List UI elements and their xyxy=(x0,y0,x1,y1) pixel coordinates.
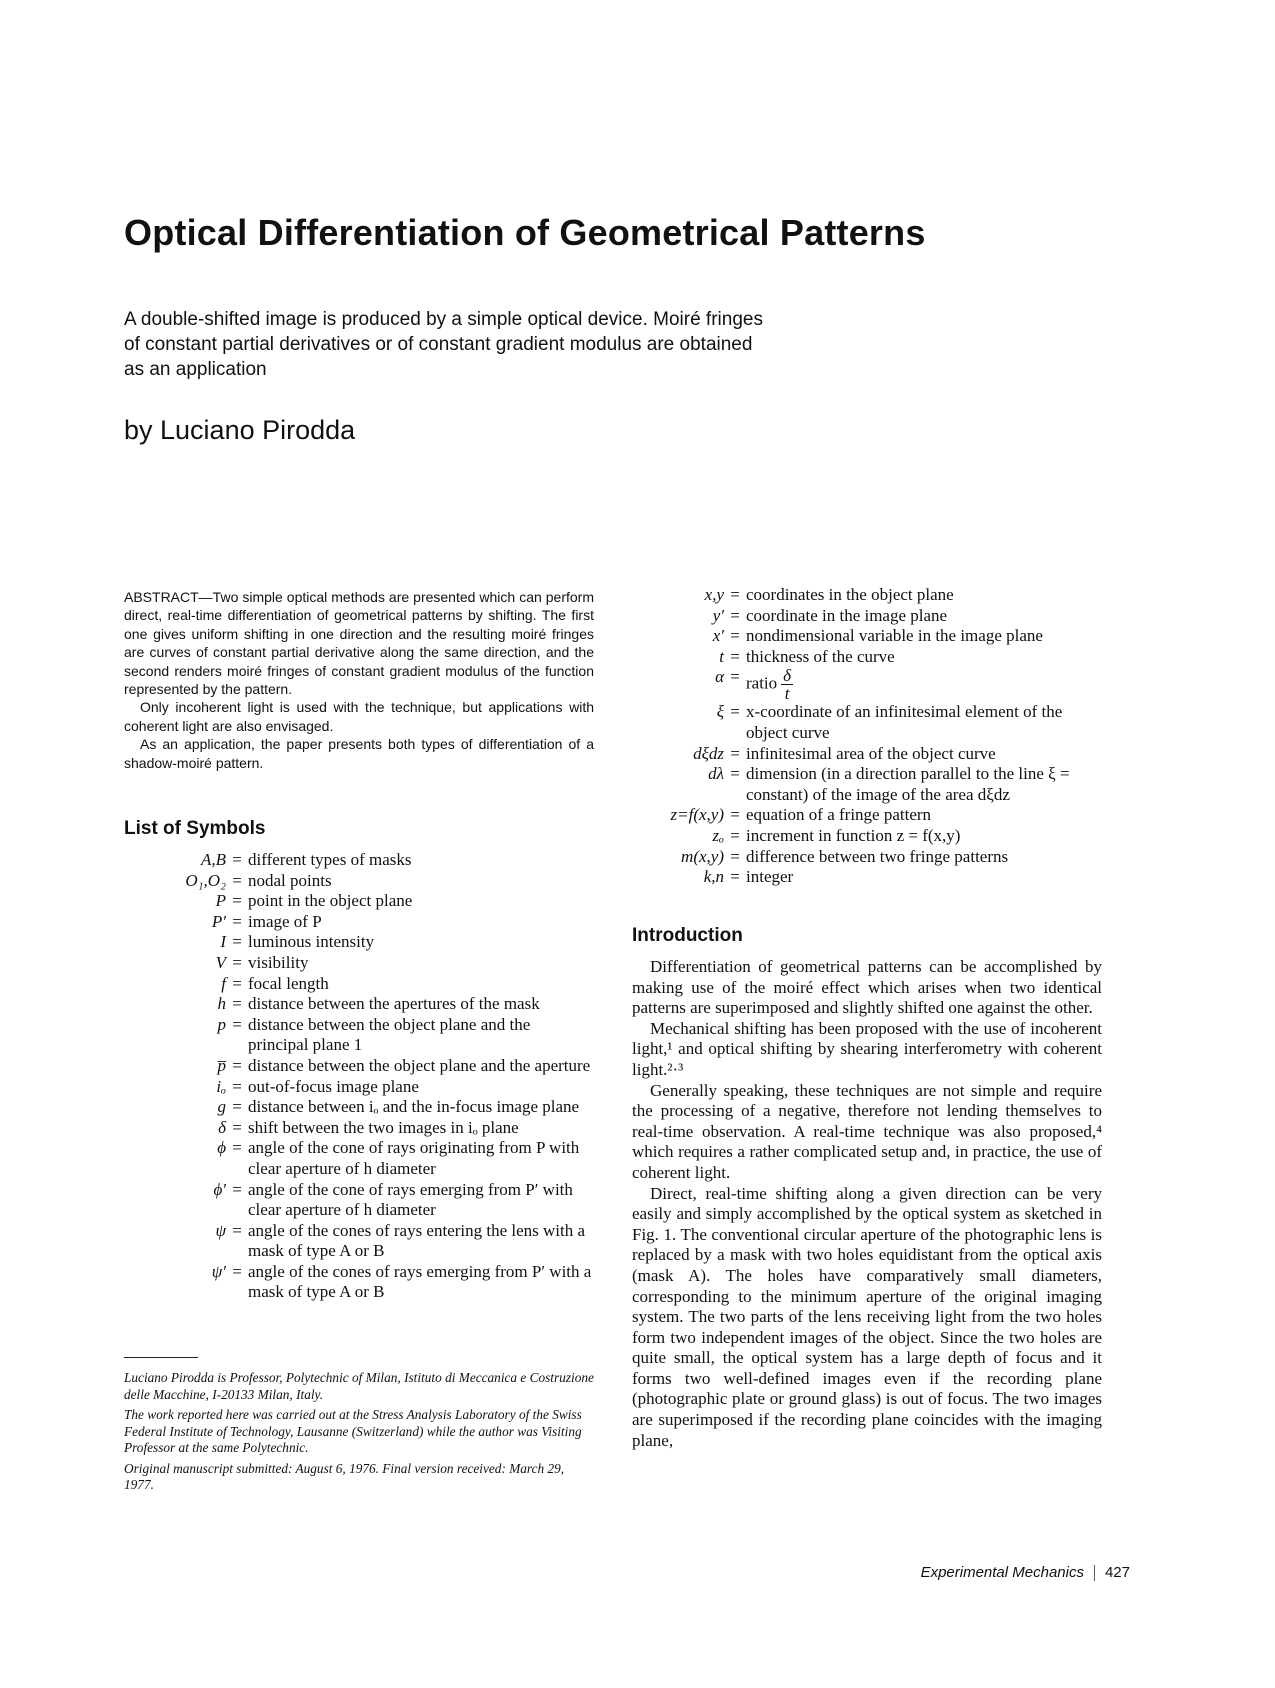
footer-separator xyxy=(1094,1565,1095,1581)
symbol: ψ xyxy=(215,1220,226,1240)
page-footer xyxy=(880,1564,1130,1581)
symbol-definition-text: distance between the apertures of the mask xyxy=(248,994,540,1014)
symbol-definition-text: nodal points xyxy=(248,870,332,890)
journal-name: Experimental Mechanics xyxy=(920,1564,1084,1581)
symbol-row xyxy=(124,1077,594,1098)
symbol: x′ xyxy=(712,626,724,646)
equals-sign: = xyxy=(232,1097,242,1117)
symbol: g xyxy=(217,1097,226,1117)
equals-sign: = xyxy=(730,825,740,845)
paper-subtitle: A double-shifted image is produced by a simple optical device. Moiré fringes of constant partial derivatives or of constant gradient modulus are obtained as an application xyxy=(124,309,763,380)
introduction-paragraph: Direct, real-time shifting along a given direction can be very easily and simply accomplished by the optical system as sketched in Fig. 1. The conventional circular aperture of the photographic lens is replaced by a mask with two holes equidistant from the optical axis (mask A). The holes have comparatively small diameters, corresponding to the minimum aperture of the original imaging system. The two parts of the lens receiving light from the two holes form two independent images of the object. Since the two holes are quite small, the optical system has a large depth of focus and it forms two well-defined images even if the recording plane (photographic plate or ground glass) is out of focus. The two images are superimposed if the recording plane coincides with the imaging plane, xyxy=(632,1183,1102,1450)
equals-sign: = xyxy=(730,764,740,784)
symbol-definition xyxy=(746,847,1102,868)
symbol: ϕ′ xyxy=(213,1179,226,1199)
symbol-row xyxy=(124,994,594,1015)
introduction-paragraph: Mechanical shifting has been proposed with the use of incoherent light,¹ and optical shifting by shearing interferometry with coherent light.²·³ xyxy=(632,1018,1102,1079)
fraction-numerator: δ xyxy=(783,666,792,686)
equals-sign: = xyxy=(730,805,740,825)
equals-sign: = xyxy=(232,1138,242,1158)
fraction-denominator: t xyxy=(784,684,790,704)
symbol: y′ xyxy=(712,605,724,625)
equals-sign: = xyxy=(232,850,242,869)
symbol-definition xyxy=(248,1097,594,1118)
symbol-definition-text: distance between the object plane and the aperture xyxy=(248,1055,591,1075)
symbol-row xyxy=(632,744,1102,765)
symbol-definition xyxy=(248,1015,594,1056)
symbol-row xyxy=(632,667,1102,702)
symbol: z=f(x,y) xyxy=(670,805,724,825)
symbol-definition-text: increment in function z = f(x,y) xyxy=(746,825,961,845)
symbol: O₁,O₂ xyxy=(185,870,226,890)
symbol: A,B xyxy=(200,850,226,869)
symbol-row xyxy=(632,764,1102,805)
equals-sign: = xyxy=(232,1014,242,1034)
symbol-definition xyxy=(248,912,594,933)
symbol-definition-text: angle of the cone of rays originating from P with clear aperture of h diameter xyxy=(248,1138,580,1178)
symbol: P′ xyxy=(211,911,226,931)
symbol-definition xyxy=(746,647,1102,668)
symbols-list-right xyxy=(632,585,1102,888)
symbol: t xyxy=(719,646,724,666)
author-byline: by Luciano Pirodda xyxy=(124,415,356,445)
symbol-definition xyxy=(248,1138,594,1179)
symbol: V xyxy=(215,952,226,972)
symbol-row xyxy=(124,871,594,892)
symbols-heading: List of Symbols xyxy=(124,818,266,839)
symbol-definition xyxy=(248,1180,594,1221)
symbol-definition-text: angle of the cones of rays emerging from P′ with a mask of type A or B xyxy=(248,1261,592,1302)
symbol-definition xyxy=(746,805,1102,826)
symbol-row xyxy=(124,932,594,953)
symbol-row xyxy=(632,647,1102,668)
symbol-definition xyxy=(248,1221,594,1262)
symbol-definition xyxy=(248,1077,594,1098)
symbol-row xyxy=(632,702,1102,743)
equals-sign: = xyxy=(730,605,740,625)
equals-sign: = xyxy=(232,994,242,1014)
symbol-definition-text: visibility xyxy=(248,952,309,972)
symbol: zₒ xyxy=(712,825,724,845)
symbol-definition-text: luminous intensity xyxy=(248,932,375,952)
symbol: p xyxy=(217,1014,226,1034)
symbols-list-left xyxy=(124,850,594,1303)
symbol-definition xyxy=(248,850,594,871)
symbol: x,y xyxy=(704,585,724,604)
symbol: ϕ xyxy=(217,1138,226,1158)
equals-sign: = xyxy=(232,891,242,911)
symbol: m(x,y) xyxy=(681,846,724,866)
symbol-definition xyxy=(746,585,1102,606)
symbol-row xyxy=(632,847,1102,868)
symbol-definition-text: infinitesimal area of the object curve xyxy=(746,743,996,763)
introduction-body xyxy=(632,957,1102,1451)
abstract-paragraph: As an application, the paper presents both types of differentiation of a shadow-moiré pattern. xyxy=(124,736,594,771)
footnotes xyxy=(124,1370,594,1498)
symbol-row xyxy=(124,1056,594,1077)
equals-sign: = xyxy=(232,870,242,890)
symbol-definition-text: different types of masks xyxy=(248,850,412,869)
symbol-definition xyxy=(248,891,594,912)
symbol-definition-text: distance between the object plane and the principal plane 1 xyxy=(248,1014,531,1055)
symbol-definition-text: focal length xyxy=(248,973,329,993)
symbol-definition-text: thickness of the curve xyxy=(746,646,895,666)
equals-sign: = xyxy=(232,932,242,952)
symbol-row xyxy=(632,867,1102,888)
equals-sign: = xyxy=(730,743,740,763)
symbol-row xyxy=(632,626,1102,647)
introduction-heading: Introduction xyxy=(632,925,743,946)
equals-sign: = xyxy=(232,911,242,931)
symbol: ξ xyxy=(716,702,724,722)
symbol: dξdz xyxy=(693,743,724,763)
equals-sign: = xyxy=(232,1055,242,1075)
paper-title: Optical Differentiation of Geometrical Patterns xyxy=(124,212,926,253)
symbol-row xyxy=(632,606,1102,627)
symbol-definition-text: shift between the two images in iₒ plane xyxy=(248,1117,519,1137)
symbol-definition xyxy=(746,826,1102,847)
equals-sign: = xyxy=(730,867,740,887)
abstract xyxy=(124,588,594,772)
symbol-definition xyxy=(746,667,1102,702)
abstract-paragraph: Only incoherent light is used with the technique, but applications with coherent light are also envisaged. xyxy=(124,699,594,734)
equals-sign: = xyxy=(730,646,740,666)
symbol: k,n xyxy=(703,867,724,887)
symbol-row xyxy=(632,826,1102,847)
symbol-definition-text: coordinate in the image plane xyxy=(746,605,948,625)
symbol-definition xyxy=(248,1056,594,1077)
equals-sign: = xyxy=(730,667,740,687)
symbol-row xyxy=(632,805,1102,826)
footnote-divider xyxy=(124,1357,198,1358)
equals-sign: = xyxy=(730,846,740,866)
symbol-row xyxy=(124,1097,594,1118)
symbol-definition-text: ratio xyxy=(746,673,778,693)
symbol: dλ xyxy=(708,764,724,784)
symbol: p̅ xyxy=(217,1055,226,1075)
equals-sign: = xyxy=(232,952,242,972)
symbol-row xyxy=(124,1221,594,1262)
symbol-row xyxy=(124,1262,594,1303)
symbol-definition xyxy=(248,953,594,974)
symbol-definition xyxy=(248,871,594,892)
symbol-row xyxy=(124,1015,594,1056)
symbol-definition-text: difference between two fringe patterns xyxy=(746,846,1009,866)
symbol-definition-text: coordinates in the object plane xyxy=(746,585,954,604)
equals-sign: = xyxy=(232,1261,242,1281)
equals-sign: = xyxy=(232,973,242,993)
symbol-definition xyxy=(248,1262,594,1303)
symbol: δ xyxy=(218,1117,226,1137)
equals-sign: = xyxy=(730,585,740,604)
symbol-definition xyxy=(746,867,1102,888)
equals-sign: = xyxy=(232,1117,242,1137)
equals-sign: = xyxy=(232,1179,242,1199)
symbol-row xyxy=(124,953,594,974)
symbol-definition-text: angle of the cone of rays emerging from P′ with clear aperture of h diameter xyxy=(248,1179,573,1220)
symbol: h xyxy=(217,994,226,1014)
symbol-definition-text: point in the object plane xyxy=(248,891,413,911)
symbol-definition xyxy=(746,626,1102,647)
introduction-paragraph: Generally speaking, these techniques are not simple and require the processing of a negative, therefore not lending themselves to real-time observation. A real-time technique was also proposed,⁴ which requires a rather complicated setup and, in practice, the use of coherent light. xyxy=(632,1080,1102,1182)
symbol-row xyxy=(124,891,594,912)
symbol-definition xyxy=(248,932,594,953)
abstract-paragraph: ABSTRACT—Two simple optical methods are presented which can perform direct, real-time differentiation of geometrical patterns by shifting. The first one gives uniform shifting in one direction and the resulting moiré fringes are curves of constant partial derivative along the same direction, and the second renders moiré fringes of constant gradient modulus of the function represented by the pattern. xyxy=(124,589,594,698)
symbol-definition-text: distance between iₒ and the in-focus image plane xyxy=(248,1097,580,1117)
equals-sign: = xyxy=(232,1076,242,1096)
footnote: The work reported here was carried out at the Stress Analysis Laboratory of the Swiss Federal Institute of Technology, Lausanne (Switzerland) while the author was Visiting Professor at the same Polytechnic. xyxy=(124,1407,582,1455)
symbol-row xyxy=(632,585,1102,606)
symbol-row xyxy=(124,1118,594,1139)
symbol: ψ′ xyxy=(211,1261,226,1281)
symbol-definition-text: equation of a fringe pattern xyxy=(746,805,932,825)
symbol-definition-text: angle of the cones of rays entering the lens with a mask of type A or B xyxy=(248,1220,586,1261)
symbol: f xyxy=(221,973,226,993)
symbol-row xyxy=(124,1180,594,1221)
ratio-fraction xyxy=(781,667,793,702)
symbol-definition-text: nondimensional variable in the image plane xyxy=(746,626,1043,646)
introduction-paragraph: Differentiation of geometrical patterns can be accomplished by making use of the moiré effect which arises when two identical patterns are superimposed and slightly shifted one against the other. xyxy=(632,957,1102,1018)
symbol-definition xyxy=(746,744,1102,765)
symbol-definition xyxy=(746,764,1102,805)
symbol-definition xyxy=(746,606,1102,627)
symbol-definition-text: integer xyxy=(746,867,794,887)
symbol: α xyxy=(715,667,724,687)
symbol-definition xyxy=(248,974,594,995)
symbol-row xyxy=(124,912,594,933)
equals-sign: = xyxy=(730,702,740,722)
symbol-row xyxy=(124,1138,594,1179)
symbol: iₒ xyxy=(216,1076,226,1096)
symbol-definition-text: out-of-focus image plane xyxy=(248,1076,419,1096)
symbol-definition-text: dimension (in a direction parallel to the line ξ = constant) of the image of the area dξdz xyxy=(746,764,1070,804)
equals-sign: = xyxy=(730,626,740,646)
footnote: Luciano Pirodda is Professor, Polytechnic of Milan, Istituto di Meccanica e Costruzione delle Macchine, I-20133 Milan, Italy. xyxy=(124,1370,594,1402)
equals-sign: = xyxy=(232,1220,242,1240)
footnote: Original manuscript submitted: August 6, 1976. Final version received: March 29, 1977. xyxy=(124,1460,565,1492)
symbol: I xyxy=(220,932,226,952)
symbol-definition xyxy=(248,1118,594,1139)
symbol-definition-text: image of P xyxy=(248,911,322,931)
page-number: 427 xyxy=(1104,1564,1130,1581)
symbol-row xyxy=(124,850,594,871)
symbol-definition xyxy=(746,702,1102,743)
symbol-definition xyxy=(248,994,594,1015)
symbol: P xyxy=(215,891,226,911)
symbol-row xyxy=(124,974,594,995)
symbol-definition-text: x-coordinate of an infinitesimal element of the object curve xyxy=(746,702,1063,742)
